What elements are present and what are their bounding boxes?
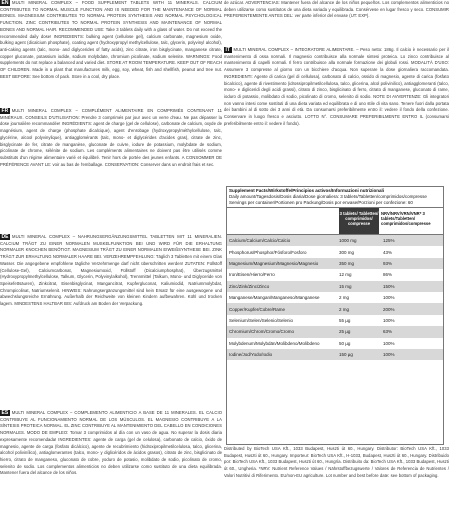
text-es-cont: de azúcar. ADVERTENCIAS: Mantener fuera del alcance de los niños pequeños. Los complementos alimenticios no deben utilizarse como sustitutos de una dieta variada y equilibrada. Consérvese en lugar fresco y seco. CONSUMIR PREFERENTEMENTE ANTES DEL: ver parte inferior del envase (UT: EXP). [224, 0, 449, 19]
facts-row [227, 281, 443, 292]
nutrient-nrv: 100% [383, 352, 395, 358]
nutrient-name: Zinc/Zink/Zinc/Zinco [229, 283, 270, 289]
facts-column-header [227, 208, 443, 235]
nutrient-name: Iron/Eisen/Hierro/Ferro [229, 272, 275, 278]
nutrient-name: Copper/Kupfer/Cobre/Rame [229, 306, 286, 312]
facts-rows [227, 235, 443, 360]
text-distributor: Distributed by BioTech USA Kft., 1033 Budapest, Huszti út 60., Hungary. Distributor: BioTech USA Kft., 1033 Budapest, Huszti út 60., Hungary. Importeur: BioTech USA Kft., H-1033, Budapest, Huszti út 60., Hungary. Distribuido por: BioTech USA Kft., 1033 Budapest, Huszti út 60., Hungría. Distribuito da: BioTech USA Kft., 1033 Budapest, Huszti út 60., Ungheria. *NRV: Nutrient Reference Values / Nährstoffbezugswerte / Valores de Referencia de Nutrientes / Valori Nutritivi di Riferimento. EU/non-EU agriculture. Lot number and best before date: see bottom of packaging. [224, 446, 449, 478]
text-block-es-cont [224, 0, 449, 40]
facts-row [227, 292, 443, 303]
facts-row [227, 258, 443, 269]
facts-row [227, 315, 443, 326]
nutrient-nrv: 86% [383, 272, 393, 278]
nutrient-nrv: 100% [383, 317, 395, 323]
facts-title: Supplement Facts/Wirkstoffe/Principios activos/Informazioni nutrizionali [229, 188, 384, 193]
amount-column-header: 3 tablets/ Tabletten/ comprimidos/ compresse [339, 208, 379, 234]
facts-per-pack: Servings per container/Portionen pro Packung/Dosis por envase/Porzioni per confezione: 60 [229, 200, 413, 205]
nutrient-amount: 50 µg [339, 340, 351, 346]
nutrient-name: Phosphorus/Phosphor/Fósforo/Fosforo [229, 249, 307, 255]
text-fr: MULTI MINERAL COMPLEX – COMPLÉMENT ALIMENTAIRE EN COMPRIMÉS CONTENANT 11 MINÉRAUX. CONSEILS D'UTILISATION: Prendre 3 comprimés par jour avec un verre d'eau. Ne pas dépasser la dose journalière recommandée! INGRÉDIENTS: agent de charge (gel de cellulose), carbonate de calcium, oxyde de magnésium, agent de charge (phosphate dicalcique), agent d'enrobage (hydroxypropylméthylcellulose, talc, glycérine, alcool polyvinylique), antiagglomérants (talc, mono- et diglycérides d'acides gras), citrate de zinc, bisglycinate de fer, citrate de manganèse, gluconate de cuivre, iodure de potassium, molybdate de sodium, picolinate de chrome, sélénite de sodium. Les compléments alimentaires ne doivent pas être utilisés comme substituts d'un régime alimentaire varié et équilibré. Tenir hors de portée des jeunes enfants. A CONSOMMER DE PRÉFÉRENCE AVANT LE: voir au bas de l'emballage. CONSERVATION: Conserver dans un endroit frais et sec. [0, 108, 222, 167]
nutrient-amount: 300 mg [339, 249, 355, 255]
nutrient-amount: 350 mg [339, 260, 355, 266]
left-column [0, 0, 223, 476]
lang-badge-es: ES [1, 410, 9, 416]
text-en: MULTI MINERAL COMPLEX – FOOD SUPPLEMENT TABLETS WITH 11 MINERALS. CALCIUM CONTRIBUTES TO NORMAL MUSCLE FUNCTION AND IS NEEDED FOR THE MAINTENANCE OF NORMAL BONES. MAGNESIUM CONTRIBUTES TO NORMAL PROTEIN SYNTHESIS AND NORMAL PSYCHOLOGICAL FUNCTION. ZINC CONTRIBUTES TO NORMAL PROTEIN SYNTHESIS AND MAINTENANCE OF NORMAL BONES AND NORMAL HAIR. RECOMMENDED USE: Take 3 tablets daily with a glass of water. Do not exceed the recommended daily dose! INGREDIENTS: bulking agent (cellulose gel), calcium carbonate, magnesium oxide, bulking agent (dicalcium phosphate), coating agent (hydroxypropyl methylcellulose, talc, glycerin, polyvinyl alcohol), anti-caking agents (talc, mono- and diglycerides of fatty acids), zinc citrate, iron bisglycinate, manganese citrate, copper gluconate, potassium iodide, sodium molybdate, chromium picolinate, sodium selenite. WARNINGS: Food supplements do not replace a balanced and varied diet. STORE AT ROOM TEMPERATURE. KEEP OUT OF REACH OF CHILDREN. Made in a plant that manufactures milk, egg, soy, wheat, fish and shellfish, peanut and tree nut. BEST BEFORE: See bottom of pack. Store in a cool, dry place. [0, 0, 223, 79]
nutrient-name: Molybdenum/Molybdän/Molibdeno/Molibdeno [229, 340, 320, 346]
nutrient-name: Iodine/Jod/Yodo/Iodio [229, 352, 273, 358]
facts-header [227, 187, 443, 208]
facts-row [227, 338, 443, 349]
nrv-column-header: NRV/NRV/VRN/VNR* 3 tablets/Tabletten/ comprimidos/compresse [381, 211, 431, 226]
facts-row [227, 246, 443, 257]
nutrient-amount: 2 mg [339, 295, 350, 301]
text-block-de [0, 234, 222, 408]
nutrient-name: Calcium/Calcium/Calcio/Calcio [229, 238, 291, 244]
nutrient-amount: 15 mg [339, 283, 352, 289]
nutrient-nrv: 43% [383, 249, 393, 255]
nutrient-name: Chromium/Chrom/Cromo/Cromo [229, 329, 295, 335]
text-block-it [224, 47, 449, 181]
text-block-distributor [224, 446, 449, 506]
nutrient-name: Magnesium/Magnesium/Magnesio/Magnesio [229, 260, 319, 266]
nutrient-amount: 12 mg [339, 272, 352, 278]
nutrient-nrv: 93% [383, 260, 393, 266]
facts-row [227, 235, 443, 246]
facts-row [227, 349, 443, 360]
nutrient-amount: 55 µg [339, 317, 351, 323]
nutrient-amount: 1000 mg [339, 238, 357, 244]
facts-row [227, 303, 443, 314]
nutrient-nrv: 125% [383, 238, 395, 244]
nutrient-nrv: 100% [383, 295, 395, 301]
text-de: MULTI MINERAL COMPLEX – NAHRUNGSERGÄNZUNGSMITTEL TABLETTEN MIT 11 MINERALIEN. CALCIUM TRÄGT ZU EINER NORMALEN MUSKELFUNKTION BEI UND WIRD FÜR DIE ERHALTUNG NORMALER KNOCHEN BENÖTIGT. MAGNESIUM TRÄGT ZU EINER NORMALEN EIWEIßSYNTHESE BEI. ZINK TRÄGT ZUR ERHALTUNG NORMALER HAARE BEI. VERZEHREMPFEHLUNG: Täglich 3 Tabletten mit einem Glas Wasser. Die angegebene empfohlene tägliche Verzehrmenge darf nicht überschritten werden! ZUTATEN: Füllstoff (Cellulose-Gel), Calciumcarbonat, Magnesiumoxid, Füllstoff (Dicalciumphosphat), Überzugsmittel (Hydroxypropylmethylcellulose, Talkum, Glycerin, Polyvinylalkohol), Trennmittel (Talkum, Mono- und Diglyceride von Speisefettsäuren), Zinkcitrat, Eisenbisglycinat, Mangancitrat, Kupfergluconat, Kaliumiodid, Natriummolybdat, Chrompicolinat, Natriumselenit. HINWEIS: Nahrungsergänzungsmittel sind kein Ersatz für eine ausgewogene und abwechslungsreiche Ernährung. Außerhalb der Reichweite von kleinen Kindern aufbewahren. Kühl und trocken lagern. MINDESTENS HALTBAR BIS: Aufdruck am Boden der Verpackung. [0, 234, 222, 307]
nutrient-amount: 25 µg [339, 329, 351, 335]
lang-badge-fr: FR [1, 108, 9, 114]
lang-badge-de: DE [1, 234, 9, 240]
facts-serving: Daily amount/Tagesdosis/Dosis diaria/Dose giornaliera: 3 tablets/Tabletten/comprimidos/compresse [229, 194, 427, 199]
nutrient-nrv: 100% [383, 340, 395, 346]
text-block-en [0, 0, 222, 108]
nutrient-nrv: 150% [383, 283, 395, 289]
supplement-facts-table [226, 186, 444, 445]
facts-row [227, 269, 443, 280]
text-block-fr [0, 108, 222, 232]
text-it: MULTI MINERAL COMPLEX – INTEGRATORE ALIMENTARE. – Peso netto: 186g. Il calcio è necessario per il mantenimento di ossa normali. Il magnesio contribuisce alla normale sintesi proteica. Lo zinco contribuisce al mantenimento di capelli normali. Il ferro contribuisce alla normale formazione dei globuli rossi. MODALITÀ D'USO: Assumere 3 compresse al giorno con un bicchiere d'acqua. Non superare la dose giornaliera raccomandata. INGREDIENTI: Agente di carica (gel di cellulosa), carbonato di calcio, ossido di magnesio, agente di carica (fosfato bicalcico), agente di rivestimento (idrossipropilmetilcellulosa, talco, glicerina, alcol polivinilico), antiagglomeranti (talco, mono- e digliceridi degli acidi grassi), citrato di zinco, bisglicinato di ferro, citrato di manganese, gluconato di rame, ioduro di potassio, molibdato di sodio, picolinato di cromo, selenito di sodio. NOTE DI AVVERTENZE: Gli integratori non vanno intesi come sostituti di una dieta variata ed equilibrata e di uno stile di vita sano. Tenere fuori dalla portata dei bambini al di sotto dei 3 anni di età. Da consumarsi preferibilmente entro il: vedere il fondo della confezione. Conservare in luogo fresco e asciutto. LOTTO N°. CONSUMARE PREFERIBILMENTE ENTRO IL (consumarsi preferibilmente entro il: vedere il fondo). [224, 47, 449, 126]
facts-row [227, 326, 443, 337]
text-block-es [0, 410, 222, 476]
lang-badge-en: EN [1, 0, 9, 6]
nutrient-amount: 150 µg [339, 352, 353, 358]
nutrient-amount: 2 mg [339, 306, 350, 312]
right-column [224, 0, 449, 478]
nutrient-nrv: 200% [383, 306, 395, 312]
text-es: MULTI MINERAL COMPLEX – COMPLEMENTO ALIMENTICIO A BASE DE 11 MINERALES. EL CALCIO CONTRIBUYE AL FUNCIONAMIENTO NORMAL DE LOS MÚSCULOS. EL MAGNESIO CONTRIBUYE A LA SÍNTESIS PROTEICA NORMAL. EL ZINC CONTRIBUYE AL MANTENIMIENTO DEL CABELLO EN CONDICIONES NORMALES. MODO DE EMPLEO: Tomar 3 comprimidos al día con un vaso de agua. No superar la dosis diaria expresamente recomendada! INGREDIENTES: agente de carga (gel de celulosa), carbonato de calcio, óxido de magnesio, agente de carga (fosfato dicálcico), agente de recubrimiento (hidroxipropilmetilcelulosa, talco, glicerina, alcohol polivinílico), antiaglomerantes (talco, mono- y diglicéridos de ácidos grasos), citrato de zinc, bisglicinato de hierro, citrato de manganeso, gluconato de cobre, yoduro de potasio, molibdato de sodio, picolinato de cromo, selenito de sodio. Los complementos alimenticios no deben utilizarse como sustituto de una dieta equilibrada. Mantener fuera del alcance de los niños. [0, 410, 222, 476]
nutrient-name: Selenium/Selen/Selenio/Selenio [229, 317, 294, 323]
nutrient-name: Manganese/Mangan/Manganeso/Manganese [229, 295, 320, 301]
lang-badge-it: IT [225, 47, 231, 53]
nutrient-nrv: 63% [383, 329, 393, 335]
